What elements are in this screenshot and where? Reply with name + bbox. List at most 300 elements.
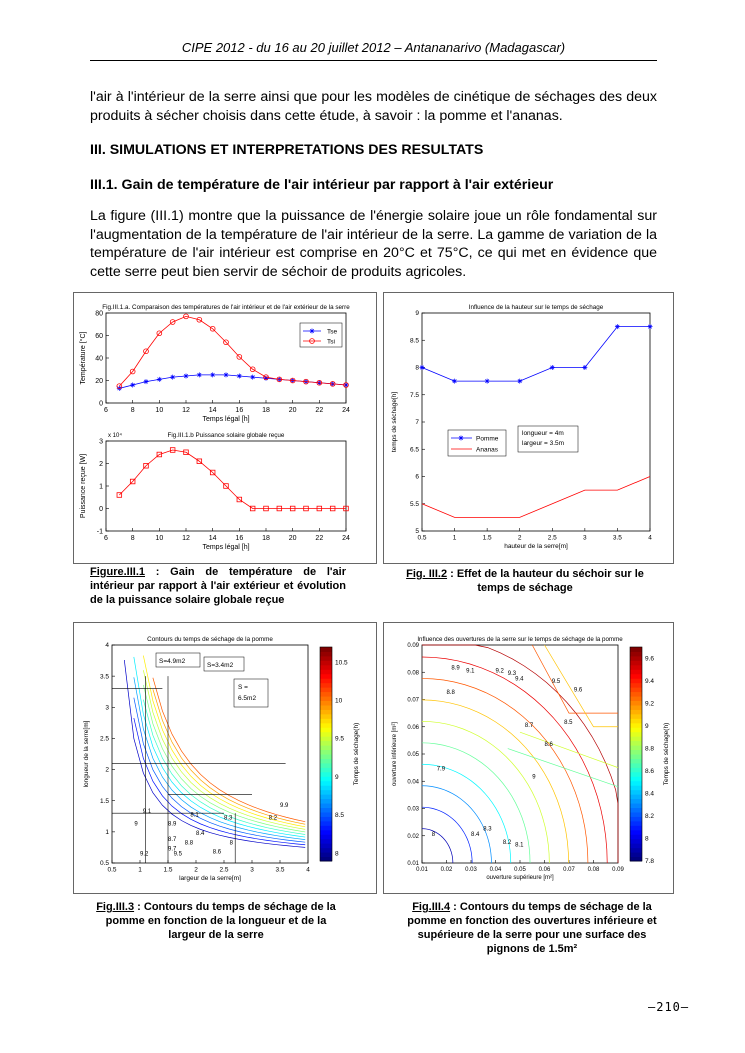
caption-text: : Gain de température de l'air intérieur par rapport à l'air extérieur et évolution de la puissance solaire globale reçue (90, 566, 346, 606)
contour-label: 8.1 (190, 812, 199, 819)
colorbar-cell (320, 669, 332, 674)
colorbar-tick-label: 10.5 (335, 659, 348, 667)
colorbar-cell (320, 674, 332, 679)
data-point (648, 324, 653, 329)
plot-area (422, 313, 650, 531)
contour-label: 9 (532, 774, 536, 781)
data-point (170, 375, 175, 380)
colorbar-cell (630, 701, 642, 706)
caption-text: : Contours du temps de séchage de la pomme en fonction de la longueur et de la largeur de la serre (105, 901, 336, 941)
y-tick-label: 0.02 (407, 833, 419, 840)
data-point (210, 372, 215, 377)
colorbar-cell (630, 812, 642, 817)
colorbar-cell (630, 736, 642, 741)
colorbar-cell (320, 718, 332, 723)
x-tick-label: 3.5 (275, 866, 285, 874)
data-point (184, 374, 189, 379)
annotation-text: 6.5m2 (238, 695, 257, 702)
contour-label: 8.6 (212, 849, 222, 856)
colorbar-cell (320, 692, 332, 697)
contour-label: 8.4 (471, 831, 480, 838)
colorbar-cell (630, 772, 642, 777)
data-point (197, 372, 202, 377)
colorbar-cell (630, 852, 642, 857)
colorbar-cell (320, 808, 332, 813)
colorbar-cell (630, 816, 642, 821)
legend-label: Tsi (327, 338, 335, 346)
colorbar-cell (320, 660, 332, 665)
colorbar-cell (320, 732, 332, 737)
subsection-title: III.1. Gain de température de l'air intérieur par rapport à l'air extérieur (90, 177, 554, 193)
y-tick-label: 3 (105, 704, 109, 712)
contour-label: 9.5 (551, 679, 561, 686)
x-tick-label: 0.5 (107, 866, 117, 874)
chart-title: Influence des ouvertures de la serre sur le temps de séchage de la pomme (417, 636, 623, 643)
colorbar-tick-label: 9 (645, 722, 649, 730)
x-tick-label: 24 (342, 407, 350, 414)
y-tick-label: 7.5 (409, 391, 419, 399)
x-tick-label: 2 (517, 534, 522, 542)
data-point (615, 324, 620, 329)
contour-label: 9.5 (173, 851, 182, 858)
colorbar-cell (630, 741, 642, 746)
colorbar-tick-label: 7.8 (645, 858, 655, 865)
y-tick-label: 0.06 (407, 724, 419, 731)
x-tick-label: 8 (130, 535, 135, 542)
contour-label: 9.1 (466, 668, 475, 675)
colorbar-cell (630, 767, 642, 772)
y-tick-label: 2.5 (99, 735, 109, 743)
y-tick-label: 60 (95, 332, 103, 340)
caption-ref: Figure.III.1 (90, 566, 146, 578)
caption-ref: Fig.III.3 (96, 901, 135, 913)
contour-label: 9.9 (280, 802, 289, 809)
x-axis-label: ouverture supérieure [m²] (486, 875, 554, 881)
colorbar-cell (630, 674, 642, 679)
contour-label: 8.2 (502, 839, 512, 846)
x-tick-label: 18 (262, 535, 270, 542)
colorbar-cell (630, 790, 642, 795)
x-axis-label: Temps légal [h] (202, 544, 250, 551)
data-point (420, 365, 425, 370)
contour-label: 7.9 (436, 766, 446, 773)
contour-label: 9.4 (515, 676, 524, 683)
y-tick-label: 6 (415, 473, 419, 481)
caption-text: : Contours du temps de séchage de la pomme en fonction des ouvertures inférieure et supérieure de la serre pour une surface des pignons de 1.5m² (407, 901, 657, 955)
contour-label: 8.9 (168, 821, 177, 828)
colorbar-cell (630, 660, 642, 665)
colorbar-cell (320, 758, 332, 763)
y-tick-label: 0 (99, 505, 103, 513)
data-point (144, 379, 149, 384)
colorbar-cell (320, 763, 332, 768)
y-tick-label: 0.5 (99, 860, 109, 868)
chart-title: Influence de la hauteur sur le temps de séchage (468, 304, 604, 311)
contour-label: 8.8 (184, 840, 194, 847)
colorbar-cell (630, 696, 642, 701)
x-tick-label: 1.5 (163, 866, 173, 874)
x-axis-label: Temps légal [h] (202, 416, 250, 423)
colorbar-cell (320, 794, 332, 799)
colorbar-cell (320, 705, 332, 710)
contour-label: 9.1 (142, 809, 152, 816)
x-tick-label: 24 (342, 535, 350, 542)
x-tick-label: 2.5 (219, 866, 229, 874)
y-tick-label: 0.03 (407, 806, 419, 813)
multiplier-label: x 10⁴ (108, 433, 122, 439)
body-paragraph: La figure (III.1) montre que la puissance de l'énergie solaire joue un rôle fondamental sur l'augmentation de la température de l'air intérieur de la serre. La gamme de variation de la température de l'air intérieur est comprise en 20°C et 75°C, ce qui met en évidence que cette serre peut bien servir de séchoir de produits agricoles. (90, 208, 657, 280)
colorbar-cell (320, 750, 332, 755)
x-tick-label: 0.03 (465, 867, 477, 873)
page-header: CIPE 2012 - du 16 au 20 juillet 2012 – Antananarivo (Madagascar) (181, 40, 566, 55)
figure-iii-2-caption (395, 567, 655, 595)
legend-label: Ananas (476, 446, 499, 454)
colorbar-cell (630, 754, 642, 759)
x-tick-label: 4 (306, 866, 310, 874)
data-point (517, 379, 522, 384)
figure-iii-4-svg (384, 623, 673, 893)
x-tick-label: 1 (452, 534, 457, 542)
chart-title: Contours du temps de séchage de la pomme (147, 636, 273, 643)
colorbar-cell (630, 825, 642, 830)
y-tick-label: 0.04 (407, 779, 419, 786)
colorbar-cell (630, 830, 642, 835)
y-tick-label: 8.5 (409, 337, 419, 345)
x-tick-label: 20 (288, 407, 297, 414)
annotation-text: S = (238, 684, 248, 691)
colorbar-cell (320, 709, 332, 714)
data-point (452, 379, 457, 384)
colorbar-cell (630, 834, 642, 839)
x-axis-label: hauteur de la serre[m] (504, 543, 568, 550)
colorbar-cell (630, 799, 642, 804)
y-tick-label: 4 (105, 642, 109, 650)
annotation-text: S=4.9m2 (159, 658, 186, 665)
colorbar-tick-label: 9.4 (645, 677, 655, 685)
colorbar-cell (630, 848, 642, 853)
x-tick-label: 16 (235, 407, 244, 414)
y-tick-label: 3 (99, 438, 103, 446)
colorbar-cell (320, 745, 332, 750)
contour-label: 9.7 (168, 846, 177, 853)
figure-iii-1-svg (74, 293, 376, 563)
y-tick-label: 7 (415, 419, 419, 427)
colorbar-cell (320, 843, 332, 848)
figure-iii-4-caption (398, 900, 666, 956)
colorbar-tick-label: 9.2 (645, 700, 655, 708)
x-tick-label: 0.07 (563, 867, 575, 873)
figure-iii-3-svg (74, 623, 376, 893)
x-tick-label: 14 (208, 535, 217, 542)
colorbar-tick-label: 8.2 (645, 812, 655, 820)
y-axis-label: temps de séchage[h] (391, 391, 398, 453)
colorbar-cell (630, 808, 642, 813)
x-tick-label: 0.02 (440, 867, 453, 873)
y-tick-label: 1 (105, 829, 109, 837)
y-tick-label: 5 (415, 528, 419, 536)
colorbar-cell (320, 830, 332, 835)
colorbar-tick-label: 9.5 (335, 735, 345, 743)
contour-label: 8.3 (483, 826, 492, 833)
y-tick-label: 2 (105, 766, 109, 774)
x-tick-label: 22 (315, 407, 324, 414)
y-tick-label: 3.5 (99, 673, 109, 681)
contour-label: 9.3 (507, 670, 517, 677)
x-tick-label: 10 (155, 535, 164, 542)
contour-label: 9.2 (495, 668, 504, 675)
colorbar-cell (320, 741, 332, 746)
y-tick-label: 80 (95, 310, 103, 318)
colorbar-cell (320, 723, 332, 728)
x-tick-label: 0.08 (587, 867, 600, 873)
y-tick-label: 5.5 (409, 500, 419, 508)
intro-paragraph: l'air à l'intérieur de la serre ainsi que pour les modèles de cinétique de séchages des deux produits à sécher choisis dans cette étude, à savoir : la pomme et l'ananas. (90, 89, 657, 124)
x-tick-label: 12 (182, 407, 190, 414)
data-point (224, 372, 229, 377)
data-point (237, 374, 242, 379)
y-tick-label: 1.5 (99, 797, 109, 805)
colorbar-cell (320, 839, 332, 844)
colorbar-cell (320, 696, 332, 701)
colorbar-cell (630, 714, 642, 719)
x-tick-label: 0.01 (416, 867, 428, 873)
colorbar-cell (630, 727, 642, 732)
colorbar-cell (320, 651, 332, 656)
colorbar-cell (630, 692, 642, 697)
x-tick-label: 10 (155, 407, 164, 414)
colorbar-cell (320, 736, 332, 741)
x-tick-label: 1 (138, 866, 142, 874)
y-tick-label: 40 (95, 355, 103, 363)
colorbar-cell (320, 665, 332, 670)
colorbar-cell (630, 821, 642, 826)
chart-title: Fig.III.1.a. Comparaison des températures de l'air intérieur et de l'air extérieur de la serre (102, 304, 350, 311)
colorbar-cell (320, 803, 332, 808)
colorbar-tick-label: 9 (335, 773, 339, 781)
colorbar-cell (630, 803, 642, 808)
data-point (550, 365, 555, 370)
y-tick-label: 2 (99, 460, 103, 468)
colorbar-cell (630, 705, 642, 710)
annotation-text: S=3.4m2 (207, 662, 234, 669)
x-axis-label: largeur de la serre[m] (179, 875, 241, 882)
section-title: III. SIMULATIONS ET INTERPRETATIONS DES RESULTATS (90, 142, 484, 158)
contour-label: 8.2 (268, 815, 278, 822)
header-rule (90, 60, 657, 61)
data-point (459, 436, 464, 441)
colorbar-cell (630, 781, 642, 786)
data-point (582, 365, 587, 370)
caption-text: : Effet de la hauteur du séchoir sur le temps de séchage (447, 568, 644, 594)
x-tick-label: 4 (648, 534, 652, 542)
x-tick-label: 12 (182, 535, 190, 542)
y-tick-label: -1 (96, 528, 103, 536)
contour-label: 8 (229, 840, 233, 847)
colorbar-cell (630, 745, 642, 750)
contour-label: 8.8 (446, 690, 455, 697)
caption-ref: Fig.III.4 (412, 901, 451, 913)
contour-label: 8.7 (524, 722, 534, 729)
colorbar-cell (630, 683, 642, 688)
colorbar-tick-label: 8 (335, 850, 339, 858)
colorbar-cell (320, 848, 332, 853)
colorbar-cell (630, 709, 642, 714)
contour-label: 8.3 (224, 815, 233, 822)
colorbar-cell (630, 785, 642, 790)
colorbar-cell (320, 727, 332, 732)
colorbar-tick-label: 8 (645, 835, 649, 843)
y-axis-label: ouverture inférieure [m²] (392, 721, 398, 787)
chart-title: Fig.III.1.b Puissance solaire globale reçue (167, 432, 285, 439)
colorbar-tick-label: 8.5 (335, 812, 345, 820)
colorbar-cell (320, 683, 332, 688)
colorbar-cell (320, 767, 332, 772)
y-axis-label: Puissance reçue [W] (80, 453, 87, 519)
colorbar-label: Temps de séchage(h) (353, 722, 360, 786)
y-axis-label: longueur de la serre[m] (83, 720, 90, 788)
y-tick-label: 9 (415, 310, 419, 318)
colorbar-cell (630, 718, 642, 723)
x-tick-label: 6 (104, 535, 108, 542)
x-tick-label: 16 (235, 535, 244, 542)
colorbar-cell (320, 701, 332, 706)
x-tick-label: 0.05 (514, 867, 526, 873)
colorbar-cell (630, 647, 642, 652)
annotation-text: longueur = 4m (522, 430, 564, 437)
colorbar-cell (320, 816, 332, 821)
x-tick-label: 0.06 (538, 867, 551, 873)
colorbar-cell (630, 656, 642, 661)
contour-label: 9 (134, 821, 138, 828)
colorbar-cell (630, 723, 642, 728)
y-tick-label: 20 (95, 377, 103, 385)
y-tick-label: 6.5 (409, 446, 419, 454)
colorbar-cell (320, 714, 332, 719)
annotation-text: largeur = 3.5m (522, 440, 565, 447)
x-tick-label: 22 (315, 535, 324, 542)
colorbar-cell (320, 852, 332, 857)
colorbar-cell (630, 776, 642, 781)
x-tick-label: 8 (130, 407, 135, 414)
contour-label: 8.4 (196, 830, 205, 837)
colorbar-tick-label: 10 (335, 697, 343, 705)
data-point (310, 329, 315, 334)
colorbar-cell (320, 687, 332, 692)
y-tick-label: 0 (99, 400, 103, 408)
caption-ref: Fig. III.2 (406, 568, 448, 580)
y-tick-label: 0.08 (407, 670, 419, 677)
colorbar-cell (630, 750, 642, 755)
colorbar-cell (630, 678, 642, 683)
x-tick-label: 3 (250, 866, 254, 874)
x-tick-label: 0.5 (417, 534, 427, 542)
legend-label: Pomme (476, 435, 499, 443)
y-tick-label: 0.01 (407, 861, 419, 867)
y-axis-label: Température [°C] (80, 331, 87, 385)
colorbar-tick-label: 8.8 (645, 745, 655, 753)
legend-label: Tse (327, 328, 338, 336)
y-tick-label: 0.09 (407, 643, 419, 649)
colorbar-cell (320, 776, 332, 781)
figure-iii-2-svg (384, 293, 673, 563)
colorbar-cell (320, 834, 332, 839)
data-point (485, 379, 490, 384)
colorbar-cell (320, 799, 332, 804)
colorbar-cell (630, 732, 642, 737)
y-tick-label: 0.07 (407, 697, 419, 704)
x-tick-label: 0.04 (489, 867, 502, 873)
colorbar-cell (630, 839, 642, 844)
colorbar-cell (630, 794, 642, 799)
figure-iii-3 (73, 622, 377, 894)
x-tick-label: 14 (208, 407, 217, 414)
colorbar-cell (630, 665, 642, 670)
colorbar-tick-label: 8.4 (645, 790, 655, 798)
figure-iii-1-caption (90, 565, 346, 607)
x-tick-label: 18 (262, 407, 270, 414)
contour-label: 9.2 (140, 851, 149, 858)
contour-label: 8.5 (564, 720, 573, 727)
colorbar-cell (320, 772, 332, 777)
x-tick-label: 20 (288, 535, 297, 542)
x-tick-label: 2.5 (547, 534, 557, 542)
figure-iii-1 (73, 292, 377, 564)
x-tick-label: 2 (194, 866, 198, 874)
x-tick-label: 3.5 (612, 534, 622, 542)
colorbar-tick-label: 8.6 (645, 767, 655, 775)
colorbar-cell (630, 843, 642, 848)
colorbar-cell (320, 790, 332, 795)
contour-label: 8.6 (544, 741, 553, 748)
y-tick-label: 1 (99, 483, 103, 491)
colorbar-cell (320, 647, 332, 652)
colorbar-cell (630, 687, 642, 692)
colorbar-cell (320, 781, 332, 786)
colorbar-cell (630, 669, 642, 674)
colorbar-cell (630, 758, 642, 763)
colorbar-cell (630, 651, 642, 656)
contour-label: 8 (431, 831, 436, 838)
colorbar-cell (320, 785, 332, 790)
data-point (250, 375, 255, 380)
colorbar-cell (320, 678, 332, 683)
colorbar-cell (630, 763, 642, 768)
y-tick-label: 0.05 (407, 752, 419, 758)
x-tick-label: 3 (583, 534, 587, 542)
page-number: –210– (648, 1000, 690, 1014)
data-point (157, 377, 162, 382)
data-point (130, 383, 135, 388)
figure-iii-3-caption (88, 900, 344, 942)
colorbar-cell (320, 821, 332, 826)
colorbar-label: Temps de séchage(h) (663, 722, 670, 786)
colorbar-cell (320, 825, 332, 830)
y-tick-label: 8 (415, 364, 419, 372)
figure-iii-2 (383, 292, 674, 564)
x-tick-label: 0.09 (612, 867, 624, 873)
colorbar-cell (320, 812, 332, 817)
contour-label: 8.7 (168, 837, 177, 844)
contour-label: 8.9 (451, 665, 460, 672)
x-tick-label: 6 (104, 407, 108, 414)
contour-label: 9.6 (573, 687, 583, 694)
figure-iii-4 (383, 622, 674, 894)
contour-label: 8.1 (515, 842, 524, 849)
colorbar-cell (320, 656, 332, 661)
colorbar-cell (320, 754, 332, 759)
x-tick-label: 1.5 (482, 534, 492, 542)
colorbar-tick-label: 9.6 (645, 655, 655, 663)
